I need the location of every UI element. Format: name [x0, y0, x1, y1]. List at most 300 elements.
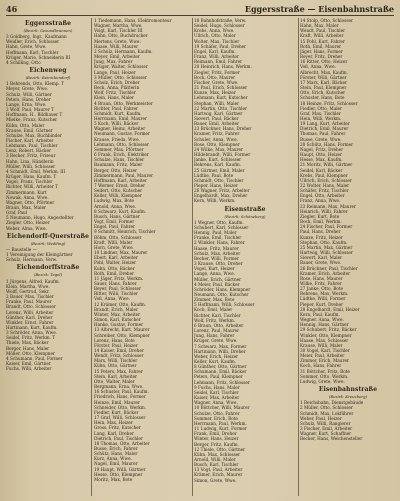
resident-entry: Koch, Emil, Maler	[194, 307, 233, 313]
resident-entry: Becker, Hans, Weichensteller	[300, 436, 363, 442]
resident-entry: Hahn, Grete, Wwe.	[6, 44, 47, 50]
resident-entry: 8 Günther, Otto, Gärtner	[194, 364, 247, 370]
resident-entry: Hanke, Gustav, Former	[94, 322, 144, 328]
resident-entry: Schulze, Otto, Fahrer	[194, 410, 240, 416]
resident-entry: Schäfer, Fritz, Tischler	[300, 188, 349, 194]
resident-entry: Schreiber, Otto, Klempner	[94, 332, 150, 338]
resident-entry: Lorenz, Willi, Arbeiter	[6, 309, 54, 315]
resident-entry: Schulz, Hermann, Verw.	[6, 257, 58, 263]
resident-entry: 10 Böttcher, Willi, Maurer	[194, 405, 250, 411]
resident-entry: Berger, Hans, Maler	[6, 345, 50, 351]
resident-entry: 13 Vogt, Paul, Arbeiter	[194, 467, 243, 473]
resident-entry: 27 Janke, Otto, Bote	[300, 286, 343, 292]
resident-entry: Pieper, Kurt, Dreher	[300, 301, 344, 307]
resident-entry: Winter, Hans, Heizer	[194, 436, 239, 442]
column-2	[94, 18, 190, 498]
resident-entry: Kunze, Fritz, Heizer	[300, 234, 343, 240]
resident-entry: 7 Schwarz, Max, Former	[194, 343, 247, 349]
resident-entry: Dietrich, Paul, Tischler	[94, 435, 143, 441]
resident-entry: 18 Bahnhofstraße, Verw.	[194, 18, 247, 23]
resident-entry: Arnold, Anna, Wwe.	[94, 203, 137, 209]
resident-entry: Peters, Hans, Dreher	[6, 96, 51, 102]
resident-entry: Wagner, Anna, Wwe.	[194, 400, 238, 406]
street-section	[6, 264, 90, 371]
resident-entry: Klein, Hans, Maler	[94, 95, 134, 101]
resident-entry: 19 Schäfer, Paul, Dreher	[194, 43, 247, 49]
resident-entry: 9 Schmitt, Heinrich, Tischler	[94, 229, 156, 235]
resident-entry: Pohl, Walter, Heizer	[94, 260, 137, 266]
resident-entry: Hartwig, Willi, Schlosser	[300, 250, 353, 256]
resident-entry: Wendt, Paul, Tischler	[300, 28, 346, 34]
resident-entry: 18 Thomas, Otto, Arbeiter	[94, 440, 150, 446]
resident-entry: Mertens, Grete, Wwe.	[94, 38, 141, 44]
resident-entry: Schulz, Willi, Rangierer	[300, 420, 351, 426]
resident-entry: Kraft, Willi, Maler	[94, 239, 133, 245]
resident-entry: Otto, Walter, Maler	[94, 378, 135, 384]
resident-entry: Nagel, Emil, Maurer	[94, 461, 138, 467]
resident-entry: 3 Krause, Otto, Dreher	[194, 261, 243, 267]
resident-entry: Seidel, Karl, Tischler	[194, 389, 239, 395]
resident-entry: Voigt, Karl, Tischler III	[94, 28, 143, 34]
resident-entry: Marx, Willi, Tischler	[94, 358, 138, 364]
resident-entry: Hahn, Lina, Händlerin	[6, 158, 54, 164]
resident-entry: Koch, Hans, Fahrer	[300, 363, 342, 369]
resident-entry: Mielke, Franz, Kutscher	[6, 117, 58, 123]
resident-entry: Jung, Hans, Fahrer	[194, 333, 235, 339]
street-section	[6, 233, 90, 263]
resident-entry: 25 Martin, Max, Gärtner	[300, 244, 353, 250]
resident-entry: Lüdtke, Willi, Former	[300, 296, 346, 302]
resident-entry: Wagner, Otto, Pförtner	[6, 199, 55, 205]
resident-entry: Behrens, Karl, Kaufm.	[194, 162, 242, 168]
resident-entry: 25 Gärtner, Emil, Maler	[194, 167, 245, 173]
resident-entry: Hartwig, Karl, Gärtner	[194, 110, 243, 116]
resident-entry: 4 Schilling, Otto	[6, 59, 41, 65]
resident-entry: Hoffmann, Karl, Tischler	[6, 49, 59, 55]
resident-entry: Kühn, Otto, Maler	[6, 122, 45, 128]
column-divider	[298, 18, 299, 496]
resident-entry: Wegner, Anna, Wwe.	[300, 317, 344, 323]
resident-entry: Hahn, Otto, Buchdrucker	[94, 33, 148, 39]
resident-entry: Rose, Otto, Klempner	[194, 141, 240, 147]
resident-entry: Hennig, Hans, Gärtner	[300, 322, 349, 328]
resident-entry: 11 Ludwig, Kurt, Former	[194, 426, 247, 432]
resident-entry: Lehmann, Fritz, Schlosser	[194, 379, 250, 385]
resident-entry: Friedrich, Hans, Former	[94, 394, 146, 400]
resident-entry: Kaiser, Max, Arbeiter	[194, 395, 240, 401]
resident-entry: Hildebrandt, Willi, Former	[194, 152, 251, 158]
page-number: 46	[6, 4, 18, 14]
resident-entry: Bergmann, Erna, Wwe.	[94, 384, 144, 390]
resident-entry: 21 Paul, Erich, Schlosser	[194, 85, 248, 91]
street-heading: Eichendorff-Querstraße	[6, 232, 90, 240]
resident-entry: Wendt, Fritz, Schlosser	[94, 353, 144, 359]
resident-entry: Stephan, Otto, Kaufm.	[300, 239, 348, 245]
resident-entry: Engel, Paul, Fahrer	[94, 224, 136, 230]
resident-entry: Kuhn, Otto, Bäcker	[94, 265, 135, 271]
resident-entry: Schuster, Hans, Bote	[300, 95, 345, 101]
resident-entry: 5 Koch, Willi, Bäcker	[94, 121, 139, 127]
street-section	[300, 386, 396, 441]
resident-entry: Haase, Fritz, Maurer	[194, 245, 239, 251]
resident-entry: Schulze, Max, Buchbinder	[6, 132, 62, 138]
resident-entry: 16 Schuster, Paul, Kaufm.	[94, 389, 149, 395]
resident-entry: 12 Thiele, Otto, Gärtner	[194, 446, 246, 452]
resident-entry: Winter, Max, Arbeiter	[94, 311, 141, 317]
resident-entry: Krüger, Marie, Schneiderin III	[6, 54, 71, 60]
resident-entry: Schulz, Max, Arbeiter	[194, 250, 241, 256]
resident-entry: Becker, Willi, Former	[194, 255, 240, 261]
resident-entry: Graf, Max, Tischler	[300, 110, 341, 116]
resident-entry: Beyer, Fritz, Dreher	[300, 54, 343, 60]
resident-entry: Kühn, Max, Schlosser	[194, 451, 241, 457]
resident-entry: Meyer, Emil, Arbeiter	[94, 54, 140, 60]
resident-entry: Keller, Kurt, Kaufm.	[194, 359, 237, 364]
column-4	[300, 18, 396, 498]
street-section	[194, 206, 296, 483]
resident-entry: Busch, Hans, Gärtner	[94, 213, 140, 219]
resident-entry: Kramer, Erich, Arbeiter	[300, 270, 351, 276]
resident-entry: Sauer, Hans, Fahrer	[94, 280, 137, 286]
resident-entry: Busse, Erich, Fahrer	[94, 445, 138, 451]
resident-entry: Hesse, Max, Kaufm.	[300, 157, 343, 163]
resident-entry: 14 Stolp, Otto, Schlosser	[300, 18, 353, 23]
resident-entry: Winkler, Ernst, Fahrer	[6, 319, 54, 325]
resident-entry: Lehmann, Otto, Schlosser	[94, 141, 150, 147]
resident-entry: Schulz, Willi, Gärtner	[6, 91, 52, 97]
resident-entry: Haupt, Otto, Heizer	[300, 152, 343, 158]
resident-entry: 19 Lang, Kurt, Arbeiter	[300, 121, 350, 127]
resident-entry: 22 Martin, Otto, Tischler	[194, 105, 247, 111]
resident-entry: Lehmann, Paul, Tischler	[6, 143, 58, 149]
resident-entry: 23 Reimann, Max, Maurer	[300, 203, 356, 209]
resident-entry: Krebs, Anna, Wwe.	[194, 28, 235, 34]
street-heading: Eggersstraße	[24, 20, 72, 27]
resident-entry: Hennig, Paul, Maler	[194, 230, 237, 236]
resident-entry: Schütz, Hans, Maler	[94, 451, 138, 457]
resident-entry: Heinze, Emil, Maurer	[94, 399, 140, 405]
resident-entry: Kraft, Willi, Arbeiter	[300, 33, 344, 39]
resident-entry: Bock, Otto, Maurer	[194, 74, 236, 80]
street-section	[300, 18, 396, 384]
resident-entry: Franz, Willi, Arbeiter	[194, 54, 239, 60]
resident-entry: Stephan, Willi, Maler	[194, 100, 240, 106]
street-section	[94, 18, 190, 482]
resident-entry: 2 Schulz, Hermann, Kaufm.	[94, 48, 153, 54]
resident-entry: 4 Meier, Paul, Bäcker	[194, 281, 240, 287]
resident-entry: Franke, Emil, Tischler	[194, 235, 242, 241]
resident-entry: 14 Kaiser, Emil, Dreher	[94, 348, 144, 353]
resident-entry: 30 Vogel, Karl, Tischler	[300, 348, 350, 353]
resident-entry: Seidel, Hugo, Schlosser	[194, 23, 245, 29]
resident-entry: Winkler, Otto, Klempner	[300, 332, 352, 338]
resident-entry: Wolf, Fritz, Werkm.	[194, 317, 236, 323]
resident-entry: Janke, Kurt, Schlosser	[194, 157, 242, 163]
resident-entry: Wagner, Martha, Wwe.	[94, 23, 143, 29]
district-note: (Bezirk: Gesundbrunnen)	[23, 28, 73, 33]
resident-entry: Schneider, Otto, Werkm.	[94, 404, 147, 410]
resident-entry: 4 Schmidt, Emil, Werkm. III	[6, 168, 66, 174]
resident-entry: Keller, Willi, Klempner	[94, 193, 142, 199]
resident-entry: Schuler, Anna, Wwe.	[194, 136, 238, 142]
resident-entry: Lenz, Robert, Bäcker	[6, 148, 51, 154]
resident-entry: Krüger, Walter, Schlosser	[94, 64, 148, 70]
resident-entry: Rose, Hans, Maurer	[300, 275, 343, 281]
resident-entry: Otto, Erich, Kutscher	[300, 90, 346, 96]
resident-entry: Ritter, Willi, Tischler	[94, 291, 138, 297]
resident-entry: 3 Goldberg, Ingr., Kaufmann	[6, 34, 67, 40]
resident-entry: 1 Jürgens, Alfred, Kaufm.	[6, 278, 60, 284]
resident-entry: 1 Reichsbahn, Dienstgebäude	[300, 400, 364, 406]
resident-entry: 3 Müller, Otto, Schlosser	[94, 74, 147, 80]
running-head: Eggersstraße — Eisenbahnstraße	[244, 4, 394, 14]
resident-entry: Engelhardt, Max, Dreher	[194, 193, 248, 199]
resident-entry: Wagner, Kurt, Schaffner	[300, 431, 352, 437]
resident-entry: Beyer, Paul, Schlosser	[94, 286, 141, 292]
column-1	[6, 18, 90, 498]
resident-entry: Sommer, Otto, Werkm.	[300, 373, 349, 379]
resident-entry: Wolff, Gertrud, Sekr.	[6, 288, 50, 294]
resident-entry: Schubert, Karl, Schlosser	[194, 224, 249, 230]
resident-entry: Müller, Willi, Schlosser	[6, 163, 56, 169]
resident-entry: Wolf, Fritz, Tischler	[94, 90, 136, 96]
resident-entry: Hein, Max, Heizer	[94, 420, 133, 426]
resident-entry: Arnold, Willi, Maler	[194, 456, 236, 462]
header-rule	[6, 15, 394, 16]
district-note: (Bezirk: Reinickendorf)	[25, 75, 71, 81]
resident-entry: Berger, Otto, Heizer	[94, 167, 138, 173]
street-section	[6, 20, 90, 65]
resident-entry: Reimann, Emil, Fahrer	[194, 59, 243, 65]
resident-entry: Krause, Frieda, Wwe.	[94, 136, 140, 142]
resident-entry: Heinrich, Willi, Fahrer	[300, 208, 348, 214]
resident-entry: Hoffmann, Karl, Arbeiter	[94, 177, 147, 183]
resident-entry: Müller, Erich, Gärtner	[194, 276, 242, 282]
resident-entry: Roth, Emil, Dreher	[94, 270, 135, 276]
resident-entry: Förster, Paul, Heizer	[94, 342, 138, 348]
resident-entry: Fischer, Karl, Arbeiter	[6, 137, 54, 143]
resident-entry: Böhm, Otto, Schlosser	[94, 234, 142, 240]
resident-entry: 22 Wolter, Hans, Maler	[300, 183, 350, 188]
resident-entry: 18 Heinze, Fritz, Schlosser	[300, 100, 358, 106]
resident-entry: Schröder, Hans, Klempner	[194, 286, 251, 292]
resident-entry: 28 Engelhardt, Emil, Heizer	[300, 306, 360, 312]
resident-entry: Lange, Paul, Heizer	[94, 69, 136, 75]
street-section	[6, 67, 90, 231]
resident-entry: Weidler, Erich, Schlosser	[6, 39, 60, 45]
resident-entry: 1 Tiedemann, Hans, Elektromonteur	[94, 18, 172, 23]
resident-entry: Vogel, Franz, Tischler	[6, 179, 53, 185]
resident-entry: Franz, Anna, Wwe.	[300, 198, 341, 204]
resident-entry: Vogt, Emil, Former	[94, 219, 135, 225]
resident-entry: Brandt, Otto, Schlosser	[6, 304, 56, 310]
resident-entry: Pieper, Hans, Heizer	[194, 183, 238, 188]
resident-entry: 7 Werner, Ernst, Dreher	[94, 183, 146, 188]
resident-entry: Hein, Willi, Werkm.	[300, 115, 342, 121]
resident-entry: 26 Brückner, Paul, Tischler	[300, 265, 358, 271]
resident-entry: 21 Moritz, Willi, Gärtner	[300, 162, 353, 168]
resident-entry: Richter, Karl, Tischler	[194, 312, 241, 318]
resident-entry: Schulze, Hans, Tischler	[94, 157, 145, 163]
resident-entry: Vogel, Kurt, Heizer	[194, 266, 235, 272]
resident-entry: 15 Pohl, Kurt, Fahrer	[300, 38, 345, 44]
resident-entry: Schmidt, Max, Lokführer	[300, 410, 354, 416]
resident-entry: Ziegler, Fritz, Former	[194, 69, 240, 75]
resident-entry: 2 Wolf, Paul, Maurer T	[6, 107, 54, 113]
resident-entry: Kaiser, Emil, Gärtner	[6, 361, 51, 367]
resident-entry: Lange, Anna, Wwe.	[194, 271, 236, 277]
street-section	[194, 18, 296, 204]
resident-entry: Meyer, Grete, Wwe.	[6, 86, 49, 92]
resident-entry: Krüger, Grete, Wwe.	[194, 338, 238, 344]
resident-entry: Förster, Willi, Gärtner	[300, 74, 347, 80]
resident-entry: Busse, Grete, Wwe.	[300, 136, 342, 142]
resident-entry: Krause, Willi, Maler	[300, 342, 343, 348]
resident-entry: Albrecht, Max, Kaufm.	[300, 69, 348, 75]
resident-entry: Zimmer, Erich, Maurer	[300, 358, 349, 364]
resident-entry: Bock, Emil, Werkm.	[300, 219, 342, 225]
resident-entry: Herrmann, Paul, Werkm.	[194, 420, 247, 426]
resident-entry: 24 Fischer, Paul, Former	[300, 224, 353, 230]
resident-entry: 15 Peters, Max, Fahrer	[94, 368, 143, 374]
resident-entry: Günther, Karl, Dreher	[6, 314, 53, 320]
resident-entry: Dietrich, Emil, Maurer	[300, 126, 349, 132]
resident-entry: 5 Neumann, Hugo, Angestellter	[6, 215, 74, 221]
street-heading: Eisenbahnstraße	[318, 386, 378, 394]
resident-entry: Brandt, Erich, Maler	[94, 306, 139, 312]
resident-entry: Sommer, Max, Pförtner	[94, 146, 144, 152]
resident-entry: 17 Marx, Karl, Bäcker	[300, 79, 348, 85]
resident-entry: 19 Haupt, Willi, Gärtner	[94, 466, 146, 472]
resident-entry: 10 Lindner, Max, Maurer	[94, 250, 148, 256]
resident-entry: 24 Wilke, Max, Maurer	[194, 146, 244, 152]
resident-entry: Moritz, Max, Bote	[94, 476, 133, 482]
district-note: (Bezirk: Tegel)	[33, 272, 63, 278]
resident-entry: Klein, Martha, Wwe.	[6, 283, 50, 289]
street-heading: Eichenweg	[29, 67, 67, 75]
resident-entry: Lorenz, Hans, Bote	[94, 337, 135, 343]
resident-entry: Schmidt, Kurt, Kaufm.	[94, 110, 142, 116]
resident-entry: Thiele, Max, Bäcker	[6, 340, 49, 346]
resident-entry: Krebs, Paul, Klempner	[300, 172, 348, 178]
resident-entry: Ullrich, Otto, Maler	[194, 33, 236, 39]
resident-entry: 31 Böttcher, Fritz, Bote	[300, 368, 350, 374]
resident-entry: Fischer, Grete, Wwe.	[194, 79, 239, 85]
resident-entry: 3 Schröder, Anna, Wwe.	[6, 330, 58, 336]
resident-entry: Schumann, Emil, Bäcker	[194, 369, 247, 375]
resident-entry: Engel, Otto, Arbeiter	[300, 193, 345, 199]
resident-entry: 23 Brückner, Hans, Dreher	[194, 126, 252, 132]
resident-entry: Sievert, Karl, Maler	[300, 255, 343, 261]
resident-entry: Krämer, Erich, Maurer	[194, 472, 243, 478]
resident-entry: 2 Bauer, Max, Tischler	[6, 294, 54, 300]
resident-entry: Weber, Paul, Heizer	[300, 415, 342, 421]
resident-entry: Wolter, Max, Tischler	[194, 38, 240, 44]
resident-entry: Hesse, Otto, Klempner	[94, 471, 143, 477]
resident-entry: Graf, Paul	[6, 210, 28, 216]
resident-entry: Hoffmann, H., Bildhauer T	[6, 112, 63, 118]
resident-entry: Peters, Paul, Klempner	[194, 374, 243, 380]
resident-entry: Lang, Karl, Dreher	[94, 430, 134, 436]
resident-entry: Sommer, Erich, Bote	[194, 415, 238, 421]
resident-entry: Wagner, Heinz, Arbeiter	[94, 126, 146, 132]
resident-entry: Möller, Otto, Klempner	[6, 350, 55, 356]
resident-entry: Paul, Hans, Dreher	[300, 229, 341, 235]
resident-entry: 6 Braun, Otto, Arbeiter	[194, 322, 244, 328]
resident-entry: Ludwig, Max, Bote	[94, 198, 134, 204]
resident-entry: Roth, Emil, Maurer	[300, 43, 342, 49]
resident-entry: Nowak, Anna, Wwe.	[6, 194, 49, 200]
resident-entry: 29 Schubert, Fritz, Bäcker	[300, 327, 357, 333]
resident-entry: Fiedler, Otto, Maler	[300, 105, 343, 111]
resident-entry: Meier, Paul, Arbeiter	[300, 353, 345, 359]
resident-entry: Lorenz, Paul, Maurer	[194, 328, 240, 334]
resident-entry: Gross, Fritz, Kutscher	[94, 425, 141, 431]
resident-entry: Ullrich, Erich, Schlosser	[300, 177, 352, 183]
resident-entry: Baumann, Fritz, Maler	[94, 162, 143, 168]
resident-entry: Braun, Max, Maler	[6, 205, 47, 210]
column-3	[194, 18, 296, 498]
resident-entry: Nagel, Fritz, Dreher	[300, 146, 344, 152]
resident-entry: Hahn, Max, Maler	[300, 23, 339, 29]
resident-entry: Engel, Karl, Kaufm.	[194, 48, 236, 54]
resident-entry: Voß, Anna, Wwe.	[94, 296, 130, 302]
resident-entry: Haase, Max, Schlosser	[300, 337, 349, 343]
street-heading: Eichendorffstraße	[16, 264, 80, 272]
district-note: (Bezirk: Wedding)	[30, 240, 66, 246]
resident-entry: Krause, Emil, Gärtner	[6, 127, 53, 133]
resident-entry: Herrmann, Emil, Maurer	[94, 115, 147, 121]
resident-entry: Ziegler, Otto, Heizer	[6, 220, 50, 226]
resident-entry: Haase, Willi, Maurer	[94, 43, 139, 49]
resident-entry: Lüdtke, Paul, Bote	[194, 172, 234, 178]
resident-entry: Horn, Grete, Wwe.	[94, 244, 134, 250]
resident-entry: Neumann, Gustav, Former	[94, 131, 150, 137]
resident-entry: Sievert, Paul, Bäcker	[194, 115, 239, 121]
resident-entry: Frank, Emil, Dreher	[194, 431, 237, 437]
resident-entry: Krüger, Hans, Kaufm. T	[6, 174, 57, 180]
resident-entry: Simon, Karl, Kutscher	[94, 317, 141, 323]
resident-entry: Lange, Erna, Wwe.	[6, 101, 47, 107]
resident-entry: 2 Müller, Otto, Schlosser	[300, 405, 353, 411]
resident-entry: 3 Fischer, Emil, Arbeiter	[300, 426, 353, 432]
resident-entry: Scholz, Erich, Dreher	[94, 79, 140, 85]
resident-entry: 5 Hoffmann, Willi, Schlosser	[194, 302, 255, 308]
resident-entry: Kern, Paul, Kaufm.	[300, 311, 340, 317]
resident-entry: 26 Wagner, Fritz, Arbeiter	[194, 188, 250, 194]
resident-entry: Lehmann, Kurt, Kutscher	[194, 95, 248, 101]
resident-entry: Wilke, Fritz, Fahrer	[300, 280, 342, 286]
resident-entry: Busch, Karl, Tischler	[194, 462, 239, 468]
resident-entry: 9 Fuchs, Hans, Maler	[194, 384, 240, 390]
resident-entry: Ebert, Karl, Arbeiter	[94, 255, 138, 261]
district-note: (Bezirk: Schöneberg)	[224, 213, 266, 219]
resident-entry: Zimmer, Max, Bote	[194, 297, 235, 303]
resident-entry: 13 Albrecht, Kurt, Maurer	[94, 327, 150, 333]
resident-entry: Ziegler, Kurt, Bote	[300, 213, 340, 219]
resident-entry: Kühn, Otto, Gärtner	[94, 363, 137, 369]
resident-entry: 8 Schwarz, Kurt, Kaufm.	[94, 208, 147, 214]
resident-entry: Neumann, Otto, Kutscher	[194, 291, 249, 297]
resident-entry: 20 Schütz, Hans, Former	[300, 141, 354, 147]
resident-entry: Kern, Willi, Werkm.	[194, 198, 236, 204]
resident-entry: Weber, Alma, Wwe.	[6, 225, 47, 231]
resident-entry: 17 Graf, Willi, Schlosser	[94, 415, 146, 421]
resident-entry: Fuchs, Willi, Arbeiter	[6, 366, 52, 372]
resident-entry: Seidel, Karl, Bäcker	[300, 167, 343, 173]
resident-entry: Ludwig, Grete, Wwe.	[300, 378, 345, 384]
resident-entry: 1 Wegner, Otto, Kaufm.	[194, 219, 244, 225]
